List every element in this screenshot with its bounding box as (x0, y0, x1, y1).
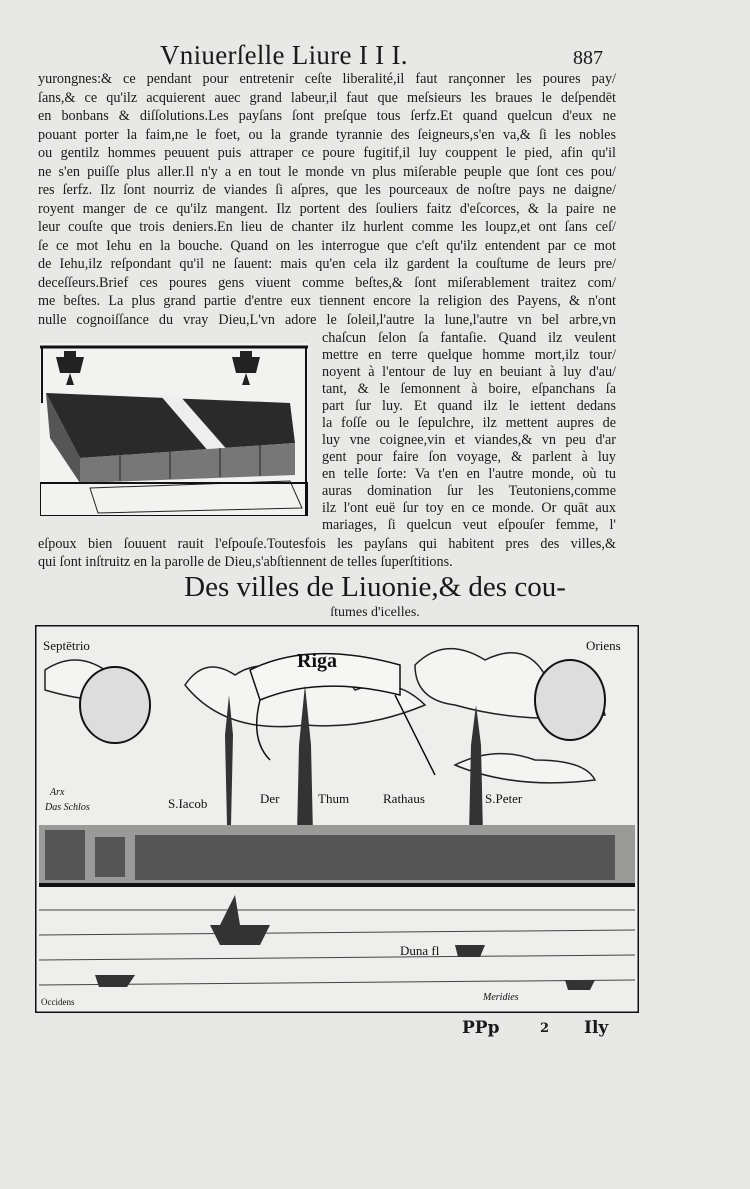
arx-label: Arx (50, 787, 65, 798)
signature-mark: PPp (462, 1018, 500, 1038)
riga-city-view-woodcut (35, 625, 639, 1013)
text-line: ſe ce mot Iehu en la bouche. Quand on les interrogue que c'eſt qu'ilz entendent par ce mot (38, 237, 616, 254)
s-jacob-label: S.Iacob (168, 796, 208, 811)
text-line: mettre en terre quelque homme mort,ilz tour/ (322, 347, 616, 363)
text-line: eſpoux bien ſouuent rauit l'eſpouſe.Toutesfois les payſans qui habitent pres des villes,& (38, 536, 616, 552)
text-line: en telle ſorte: Va t'en en l'autre monde, où tu (322, 466, 616, 482)
text-line: deceſſeurs.Brief ces poures gens viuent comme beſtes,& ſont miſerablement traitez com/ (38, 274, 616, 291)
text-line: noyent à l'entour de luy en beuiant à luy d'au/ (322, 364, 616, 380)
coffin-woodcut-illustration (40, 343, 308, 516)
text-line: nulle cognoiſſance du vray Dieu,L'vn adore le ſoleil,l'autre la lune,l'autre vn bel arbre,vn (38, 311, 616, 328)
text-line: luy vne coignee,vin et viandes,& vn peu d'ar (322, 432, 616, 448)
text-line: la foſſe ou le ſepulchre, ilz mettent aupres de (322, 415, 616, 431)
text-line: yurongnes:& ce pendant pour entretenir ceſte liberalité,il faut rançonner les poures pay/ (38, 71, 616, 87)
compass-south-label: Meridies (483, 992, 519, 1003)
text-line: auras domination ſur les Teutoniens,comme (322, 483, 616, 499)
text-line: mariages, ſi quelcun veut eſpouſer femme, l' (322, 517, 616, 533)
text-line: tant, & le ſemonnent à boire, eſpanchans ſa (322, 381, 616, 397)
der-label: Der (260, 791, 280, 806)
text-line: ſans,& ce qu'ilz acquierent auec grand labeur,il faut que meſsieurs les braues le deſpendēt (38, 89, 616, 106)
text-line: part ſur luy. Et quand ilz le iettent dedans (322, 398, 616, 414)
text-line: pouant porter la faim,ne le foet, ou la grande tyrannie des ſeigneurs,s'en va,& ſi les nobles (38, 126, 616, 143)
rathaus-label: Rathaus (383, 791, 425, 806)
text-line: ne s'en puiſſe plus aller.Il n'y a en tout le monde vn plus miſerable peuple que ſont ces pou/ (38, 163, 616, 180)
compass-east-label: Oriens (586, 638, 621, 653)
signature-number: 2 (540, 1021, 550, 1036)
text-line: leur couſte que trois deniers.En lieu de chanter ilz hurlent comme les loupz,et ont ſans ceſ/ (38, 219, 616, 235)
text-line: me beſtes. La plus grand partie d'entre eux tiennent encore la religion des Payens, & n'ont (38, 293, 616, 309)
section-heading-continued: ſtumes d'icelles. (330, 605, 420, 620)
river-duna-label: Duna fl (400, 943, 440, 958)
s-peter-label: S.Peter (485, 791, 523, 806)
text-line: de Iehu,ilz reſpondant qu'il ne ſauent: mais qu'en cela ilz gardent la couſtume de leurs pre/ (38, 256, 616, 272)
text-line: royent manger de ce qu'ilz mangent. Ilz portent des ſouliers faitz d'eſcorces, & la paire ne (38, 200, 616, 217)
riga-banner-label: Riga (297, 650, 337, 672)
text-line: ou gentilz hommes peuuent puis attraper ce poure fugitif,il luy couppent le pied, afin qu'il (38, 145, 616, 161)
text-line: en bonbans & diſſolutions.Les payſans ſont preſque tous ſerfz.Et quand quelcun d'eux ne (38, 108, 616, 124)
running-title: Vniuerſelle Liure I I I. (160, 40, 408, 70)
compass-west-label: Occidens (41, 997, 75, 1007)
text-line: gent pour faire ſon voyage, & parlent à luy (322, 449, 616, 465)
catchword: Ily (584, 1018, 609, 1038)
das-schlos-label: Das Schlos (45, 802, 90, 813)
section-heading: Des villes de Liuonie,& des cou- (184, 571, 566, 603)
thum-label: Thum (318, 791, 350, 806)
text-line: res ſerfz. Ilz ſont nourriz de viandes ſi aſpres, que les pourceaux de noſtre pays ne daigne/ (38, 182, 616, 198)
text-line: ilz l'ont euë ſur toy en ce monde. Or quāt aux (322, 500, 616, 516)
page-number: 887 (573, 47, 603, 69)
text-line: chaſcun ſelon ſa fantaſie. Quand ilz veulent (322, 330, 616, 346)
text-line: qui ſont inſtruitz en la parolle de Dieu,s'abſtiennent de telles ſuperſtitions. (38, 554, 453, 570)
compass-north-label: Septētrio (43, 638, 90, 653)
